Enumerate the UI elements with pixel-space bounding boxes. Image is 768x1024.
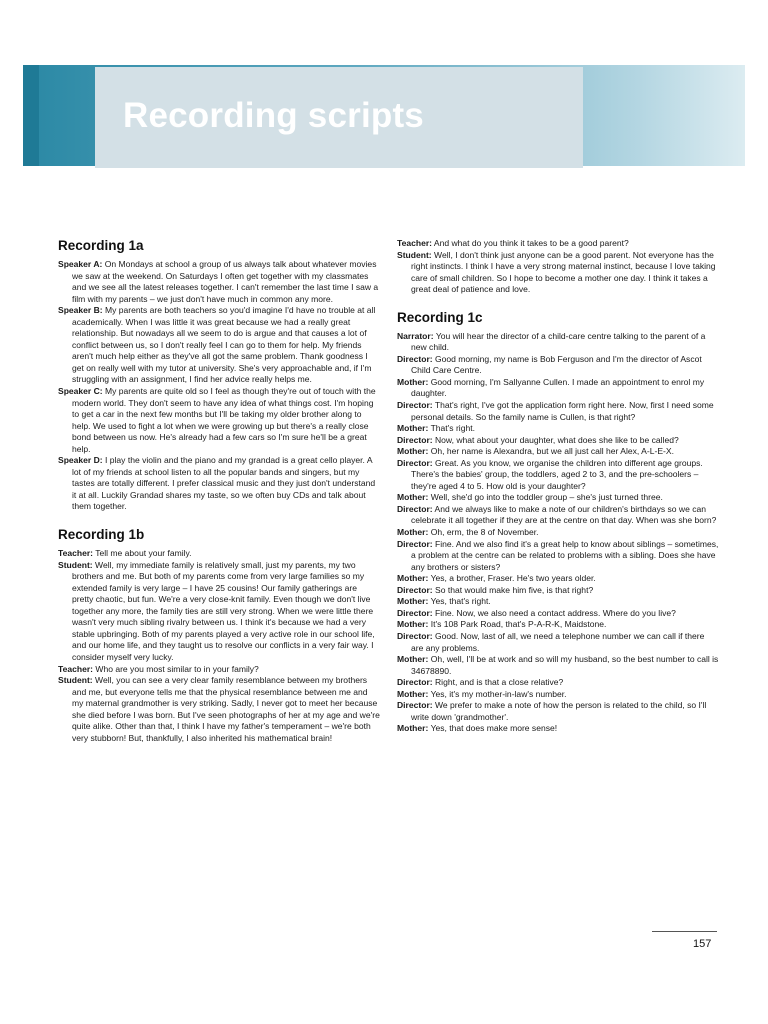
speech-text: Fine. Now, we also need a contact address. Where do you live?	[435, 607, 676, 618]
recording-heading: Recording 1b	[58, 527, 145, 543]
speaker-label: Student:	[397, 249, 432, 260]
speech-text: Well, you can see a very clear family resemblance between my brothers and me, but everyone tells me that the physical resemblance between me and my maternal grandmother is very striking. Sadly, I never got to meet her because she died before I was born. But I've seen photographs of her at my age and we're quite alike. Other than that, I think I have my father's temperament – we're both very stubborn! But, thankfully, I also inherited his mathematical brain!	[72, 675, 380, 743]
speech-text: My parents are quite old so I feel as though they're out of touch with the modern world. They don't seem to have any idea of what things cost. I'm hoping to get a car in the next few months but I'll be taking my older brother along to help. We used to fight a lot when we were growing up but there's a really close bond between us now. He's already had a few cars so I'm sure he'll be a great help.	[72, 386, 376, 454]
speaker-label: Director:	[397, 400, 433, 411]
speech-text: Oh, erm, the 8 of November.	[430, 527, 539, 538]
script-line	[397, 689, 719, 701]
speech-text: Yes, that does make more sense!	[430, 723, 558, 734]
script-line	[397, 654, 719, 677]
speaker-label: Director:	[397, 353, 433, 364]
speaker-label: Director:	[397, 503, 433, 514]
recording-1c	[397, 310, 719, 735]
page-title: Recording scripts	[123, 96, 424, 135]
speech-text: And what do you think it takes to be a good parent?	[433, 238, 629, 248]
right-column	[397, 238, 719, 749]
speaker-label: Director:	[397, 584, 433, 595]
speech-text: Yes, a brother, Fraser. He's two years older.	[430, 573, 596, 584]
speech-text: Great. As you know, we organise the children into different age groups. There's the babies' group, the toddlers, aged 2 to 3, and the pre-schoolers – they're aged 4 to 5. How old is your daughter?	[411, 457, 703, 491]
speaker-label: Director:	[397, 457, 433, 468]
script-line	[58, 664, 380, 676]
script-line	[58, 548, 380, 560]
speech-text: Yes, that's right.	[430, 596, 491, 607]
speech-text: Oh, her name is Alexandra, but we all just call her Alex, A-L-E-X.	[430, 446, 674, 457]
speech-text: Good morning, my name is Bob Ferguson and I'm the director of Ascot Child Care Centre.	[411, 353, 702, 376]
speech-text: My parents are both teachers so you'd imagine I'd have no trouble at all academically. When I was little it was great because we had a really great relationship. But nowadays all we seem to do is argue and that causes a lot of conflict between us, so I don't really feel I can go to them for help. My friends aren't much help either as they've all got the same problem. Thank goodness I get on really well with my tutor at university. She's very approachable and, if I'm struggling with an assignment, I find her advice really helps me.	[72, 305, 376, 385]
speaker-label: Student:	[58, 559, 93, 570]
speaker-label: Teacher:	[58, 548, 93, 559]
script-line	[397, 331, 719, 354]
speech-text: It's 108 Park Road, that's P-A-R-K, Maidstone.	[430, 619, 607, 630]
speech-text: That's right, I've got the application form right here. Now, first I need some personal details. So the family name is Cullen, is that right?	[411, 400, 714, 422]
script-line	[397, 619, 719, 631]
script-line	[397, 504, 719, 527]
speaker-label: Director:	[397, 434, 433, 445]
speech-text: Yes, it's my mother-in-law's number.	[430, 688, 567, 699]
script-line	[397, 723, 719, 735]
speech-text: On Mondays at school a group of us always talk about whatever movies we saw at the weekend. On Saturdays I often get together with my classmates and we see all the latest releases together. I can't remember the last time I saw a film with my parents – we just don't have much in common any more.	[72, 259, 379, 304]
recording-1a	[58, 238, 380, 513]
speaker-label: Teacher:	[397, 238, 432, 248]
script-line	[58, 455, 380, 513]
script-line	[58, 560, 380, 664]
script-line	[397, 377, 719, 400]
script-line	[397, 539, 719, 574]
speech-text: Good morning, I'm Sallyanne Cullen. I made an appointment to enrol my daughter.	[411, 376, 705, 399]
footer-rule	[652, 931, 717, 932]
script-line	[397, 585, 719, 597]
script-line	[58, 675, 380, 744]
script-line	[397, 596, 719, 608]
script-line	[397, 573, 719, 585]
speaker-label: Mother:	[397, 688, 429, 699]
speaker-label: Director:	[397, 677, 433, 688]
speech-text: You will hear the director of a child-care centre talking to the parent of a new child.	[411, 330, 706, 353]
speech-text: Who are you most similar to in your family?	[95, 663, 259, 674]
recording-1b-continued	[397, 238, 719, 296]
script-line	[397, 354, 719, 377]
speaker-label: Speaker D:	[58, 455, 103, 466]
speaker-label: Mother:	[397, 619, 429, 630]
recording-heading: Recording 1c	[397, 309, 483, 325]
script-line	[397, 238, 719, 250]
speaker-label: Mother:	[397, 723, 429, 734]
speaker-label: Mother:	[397, 654, 429, 665]
speaker-label: Speaker A:	[58, 259, 103, 269]
recording-1b	[58, 527, 380, 744]
script-line	[397, 608, 719, 620]
speech-text: Now, what about your daughter, what does she like to be called?	[435, 434, 679, 445]
speaker-label: Speaker C:	[58, 386, 103, 397]
page-number: 157	[693, 938, 712, 950]
speaker-label: Speaker B:	[58, 305, 103, 316]
speech-text: Oh, well, I'll be at work and so will my husband, so the best number to call is 34678890.	[411, 654, 719, 676]
speaker-label: Student:	[58, 675, 93, 686]
script-line	[397, 423, 719, 435]
speech-text: Well, my immediate family is relatively small, just my parents, my two brothers and me. But both of my parents come from very large families so my extended family is very large – I have 25 cousins! Our family gatherings are pretty chaotic, but fun. We're a very close-knit family. Even though we don't live together any more, the family ties are still very strong. When we were little there wasn't very much sibling rivalry between us. I think it's because we had a very stable upbringing. Both of my parents played a very active role in our school life, and our home life, and they taught us to resolve our conflicts in a very fair way. I consider myself very lucky.	[72, 559, 375, 662]
script-line	[397, 631, 719, 654]
left-column	[58, 238, 380, 758]
script-line	[397, 250, 719, 296]
speaker-label: Mother:	[397, 376, 429, 387]
speaker-label: Mother:	[397, 423, 429, 434]
script-line	[397, 458, 719, 493]
script-line	[58, 386, 380, 455]
script-line	[397, 492, 719, 504]
speaker-label: Director:	[397, 700, 433, 711]
recording-heading: Recording 1a	[58, 238, 144, 253]
script-line	[397, 527, 719, 539]
script-line	[58, 259, 380, 305]
speech-text: We prefer to make a note of how the person is related to the child, so I'll write down 'grandmother'.	[411, 700, 707, 722]
script-line	[397, 400, 719, 423]
speech-text: Fine. And we also find it's a great help to know about siblings – sometimes, a problem at the centre can be related to problems with a sibling. Does she have any brothers or sisters?	[411, 538, 719, 572]
speech-text: Right, and is that a close relative?	[435, 677, 564, 688]
speech-text: Well, she'd go into the toddler group – she's just turned three.	[430, 492, 663, 503]
script-line	[397, 446, 719, 458]
speaker-label: Mother:	[397, 492, 429, 503]
speaker-label: Mother:	[397, 596, 429, 607]
speaker-label: Mother:	[397, 446, 429, 457]
script-line	[397, 435, 719, 447]
speech-text: Good. Now, last of all, we need a telephone number we can call if there are any problems.	[411, 630, 705, 653]
speech-text: That's right.	[430, 423, 475, 434]
speaker-label: Teacher:	[58, 663, 93, 674]
speech-text: Tell me about your family.	[95, 548, 192, 559]
speaker-label: Director:	[397, 630, 433, 641]
speaker-label: Director:	[397, 607, 433, 618]
speech-text: Well, I don't think just anyone can be a good parent. Not everyone has the right instincts. I think I have a very strong maternal instinct, because I love taking care of small children. So I hope to become a mother one day. I think it takes a great deal of patience and love.	[411, 249, 716, 295]
script-line	[397, 677, 719, 689]
speaker-label: Mother:	[397, 573, 429, 584]
speaker-label: Mother:	[397, 527, 429, 538]
script-line	[58, 305, 380, 386]
speaker-label: Director:	[397, 538, 433, 549]
script-line	[397, 700, 719, 723]
banner-accent-bar	[23, 65, 39, 166]
speech-text: And we always like to make a note of our children's birthdays so we can celebrate it all together if they are at the centre on that day. When was she born?	[411, 503, 717, 526]
speech-text: So that would make him five, is that right?	[435, 584, 594, 595]
speaker-label: Narrator:	[397, 330, 434, 341]
speech-text: I play the violin and the piano and my grandad is a great cello player. A lot of my friends at school listen to all the popular bands and singers, but my tastes are totally different. I prefer classical music and they just don't understand it at all. Luckily Grandad shares my taste, so we often buy CDs and talk about them together.	[72, 455, 376, 512]
